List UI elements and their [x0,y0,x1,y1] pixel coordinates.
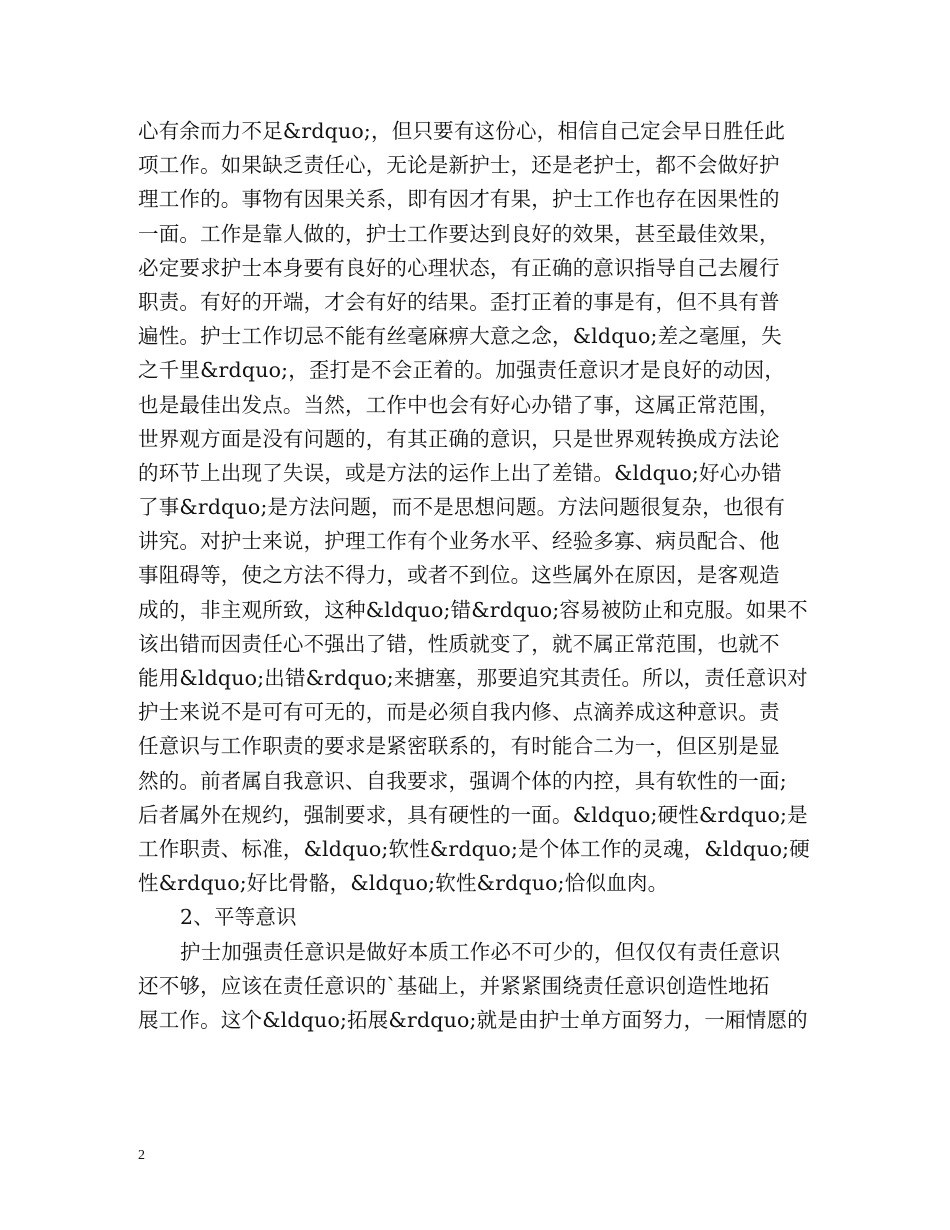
text-line: 还不够，应该在责任意识的`基础上，并紧紧围绕责任意识创造性地拓 [138,973,770,998]
document-body [138,114,818,1037]
text-line: 项工作。如果缺乏责任心，无论是新护士，还是老护士，都不会做好护 [138,153,780,178]
text-line: 任意识与工作职责的要求是紧密联系的，有时能合二为一，但区别是显 [138,734,780,759]
text-line: 世界观方面是没有问题的，有其正确的意识，只是世界观转换成方法论 [138,426,780,451]
text-line: 展工作。这个&ldquo;拓展&rdquo;就是由护士单方面努力，一厢情愿的 [138,1007,808,1032]
paragraph-first-line: 护士加强责任意识是做好本质工作必不可少的，但仅仅有责任意识 [180,939,781,964]
text-line: 工作职责、标准，&ldquo;软性&rdquo;是个体工作的灵魂，&ldquo;硬 [138,836,810,861]
text-line: 成的，非主观所致，这种&ldquo;错&rdquo;容易被防止和克服。如果不 [138,597,808,622]
text-line: 事阻碍等，使之方法不得力，或者不到位。这些属外在原因，是客观造 [138,563,780,588]
text-line: 后者属外在规约，强制要求，具有硬性的一面。&ldquo;硬性&rdquo;是 [138,802,808,827]
text-line: 必定要求护士本身要有良好的心理状态，有正确的意识指导自己去履行 [138,255,780,280]
text-line: 一面。工作是靠人做的，护士工作要达到良好的效果，甚至最佳效果， [138,221,780,246]
text-line: 职责。有好的开端，才会有好的结果。歪打正着的事是有，但不具有普 [138,289,780,314]
text-line: 该出错而因责任心不强出了错，性质就变了，就不属正常范围，也就不 [138,631,780,656]
text-line: 了事&rdquo;是方法问题，而不是思想问题。方法问题很复杂，也很有 [138,495,786,520]
section-heading: 2、平等意识 [180,905,297,930]
text-line: 理工作的。事物有因果关系，即有因才有果，护士工作也存在因果性的 [138,187,780,212]
text-line: 讲究。对护士来说，护理工作有个业务水平、经验多寡、病员配合、他 [138,529,780,554]
text-line: 遍性。护士工作切忌不能有丝毫麻痹大意之念，&ldquo;差之毫厘，失 [138,324,782,349]
text-line: 然的。前者属自我意识、自我要求，强调个体的内控，具有软性的一面; [138,768,787,793]
text-line: 护士来说不是可有可无的，而是必须自我内修、点滴养成这种意识。责 [138,700,780,725]
text-line: 也是最佳出发点。当然，工作中也会有好心办错了事，这属正常范围， [138,392,780,417]
page-number: 2 [138,1148,145,1163]
text-line: 的环节上出现了失误，或是方法的运作上出了差错。&ldquo;好心办错 [138,460,782,485]
text-line: 性&rdquo;好比骨骼，&ldquo;软性&rdquo;恰似血肉。 [138,871,669,896]
text-line: 能用&ldquo;出错&rdquo;来搪塞，那要追究其责任。所以，责任意识对 [138,666,808,690]
text-line: 之千里&rdquo;，歪打是不会正着的。加强责任意识才是良好的动因， [138,358,786,383]
text-line: 心有余而力不足&rdquo;，但只要有这份心，相信自己定会早日胜任此 [138,119,786,143]
